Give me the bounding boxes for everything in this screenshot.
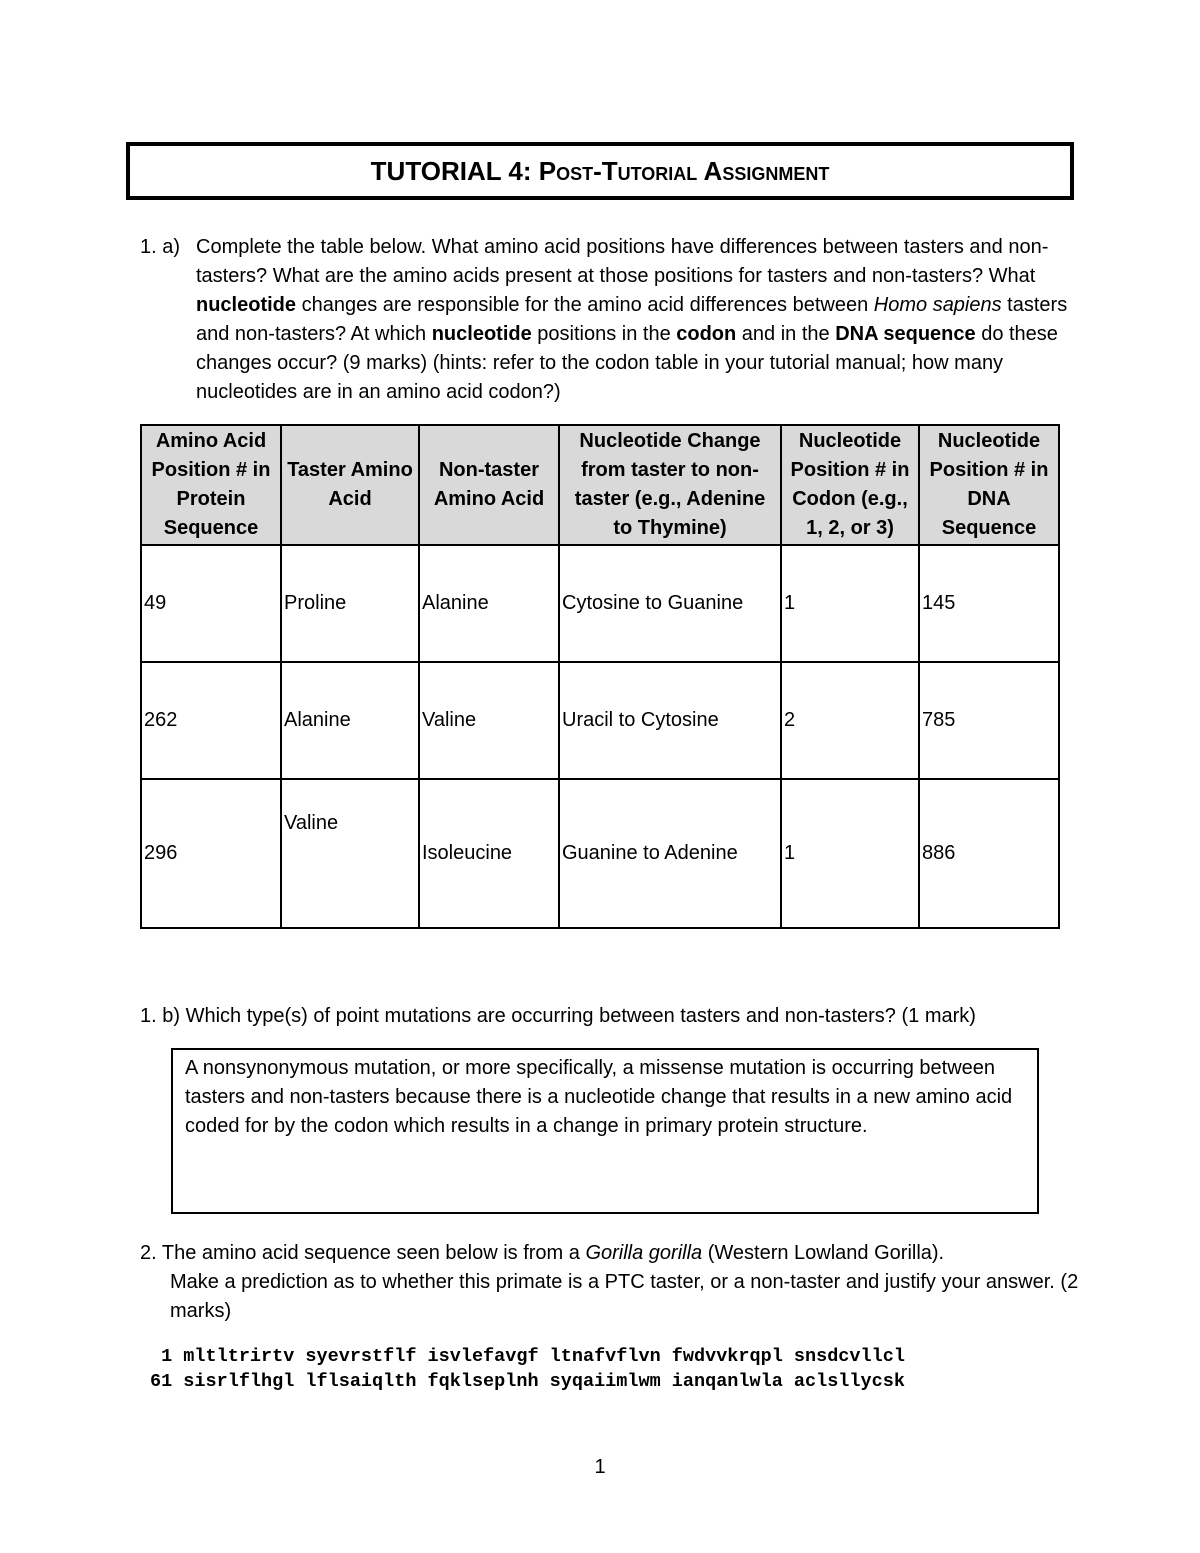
q1a-part: tasters and non-tasters? At which [196,294,1068,345]
table-header: Taster Amino Acid [281,425,419,545]
q1a-bold: nucleotide [431,323,532,345]
table-cell: Valine [281,779,419,928]
q1a-part: Complete the table below. What amino acid positions have differences between tasters and non-tasters? What are the amino acids present at those positions for tasters and non-tasters? What [196,236,1049,287]
q1a-bold: nucleotide [196,294,297,316]
table-cell: 2 [781,662,919,779]
question-1a-text [140,233,1080,407]
title-sub: Post-Tutorial Assignment [538,155,830,186]
q2-part: (Western Lowland Gorilla). [702,1242,945,1264]
table-cell: Cytosine to Guanine [559,545,781,662]
table-header: Nucleotide Change from taster to non-taster (e.g., Adenine to Thymine) [559,425,781,545]
q1a-bold: codon [676,323,737,345]
q1a-italic: Homo sapiens [873,294,1002,316]
sequence-line: 1 mltltrirtv syevrstflf isvlefavgf ltnafvflvn fwdvvkrqpl snsdcvllcl [150,1346,905,1367]
question-2-line2: Make a prediction as to whether this primate is a PTC taster, or a non-taster and justify your answer. (2 marks) [170,1271,1079,1322]
q1a-part: positions in the [531,323,677,345]
table-header: Amino Acid Position # in Protein Sequence [141,425,281,545]
table-header: Nucleotide Position # in DNA Sequence [919,425,1059,545]
sequence-line: 61 sisrlflhgl lflsaiqlth fqklseplnh syqaiimlwm ianqanlwla aclsllycsk [150,1371,905,1392]
q1a-part: and in the [736,323,836,345]
table-cell: Alanine [419,545,559,662]
table-cell: 1 [781,545,919,662]
table-cell: 145 [919,545,1059,662]
table-cell: Alanine [281,662,419,779]
table-header: Non-taster Amino Acid [419,425,559,545]
table-cell: Guanine to Adenine [559,779,781,928]
question-2-line1 [140,1239,1080,1268]
table-cell: Uracil to Cytosine [559,662,781,779]
q1a-bold: DNA sequence [835,323,976,345]
table-cell: Valine [419,662,559,779]
q1a-part: do these changes occur? (9 marks) (hints: refer to the codon table in your tutorial manual; how many nucleotides are in an amino acid codon?) [196,323,1058,403]
question-1a-number: 1. a) [140,236,181,258]
table-row [141,662,1059,779]
table-header-row [141,425,1059,545]
page-number: 1 [594,1456,606,1478]
question-2 [140,1239,1080,1326]
amino-acid-sequence [150,1344,905,1394]
q2-italic: Gorilla gorilla [585,1242,703,1264]
table-cell: 296 [141,779,281,928]
table-row [141,779,1059,928]
mutation-table [140,424,1060,929]
q1a-part: changes are responsible for the amino acid differences between [296,294,874,316]
table-header: Nucleotide Position # in Codon (e.g., 1, 2, or 3) [781,425,919,545]
table-cell: 262 [141,662,281,779]
answer-box-1b[interactable]: A nonsynonymous mutation, or more specifically, a missense mutation is occurring between tasters and non-tasters because there is a nucleotide change that results in a new amino acid coded for by the codon which results in a change in primary protein structure. [171,1048,1039,1214]
title-main: TUTORIAL 4: [370,155,532,186]
table-cell: 1 [781,779,919,928]
table-cell: 49 [141,545,281,662]
question-1b: 1. b) Which type(s) of point mutations are occurring between tasters and non-tasters? (1 mark) [140,1005,976,1027]
page-title [126,142,1074,200]
table-cell: 886 [919,779,1059,928]
q2-part: 2. The amino acid sequence seen below is from a [140,1242,586,1264]
table-row [141,545,1059,662]
table-cell: 785 [919,662,1059,779]
table-cell: Proline [281,545,419,662]
table-cell: Isoleucine [419,779,559,928]
question-1a [140,233,1080,407]
